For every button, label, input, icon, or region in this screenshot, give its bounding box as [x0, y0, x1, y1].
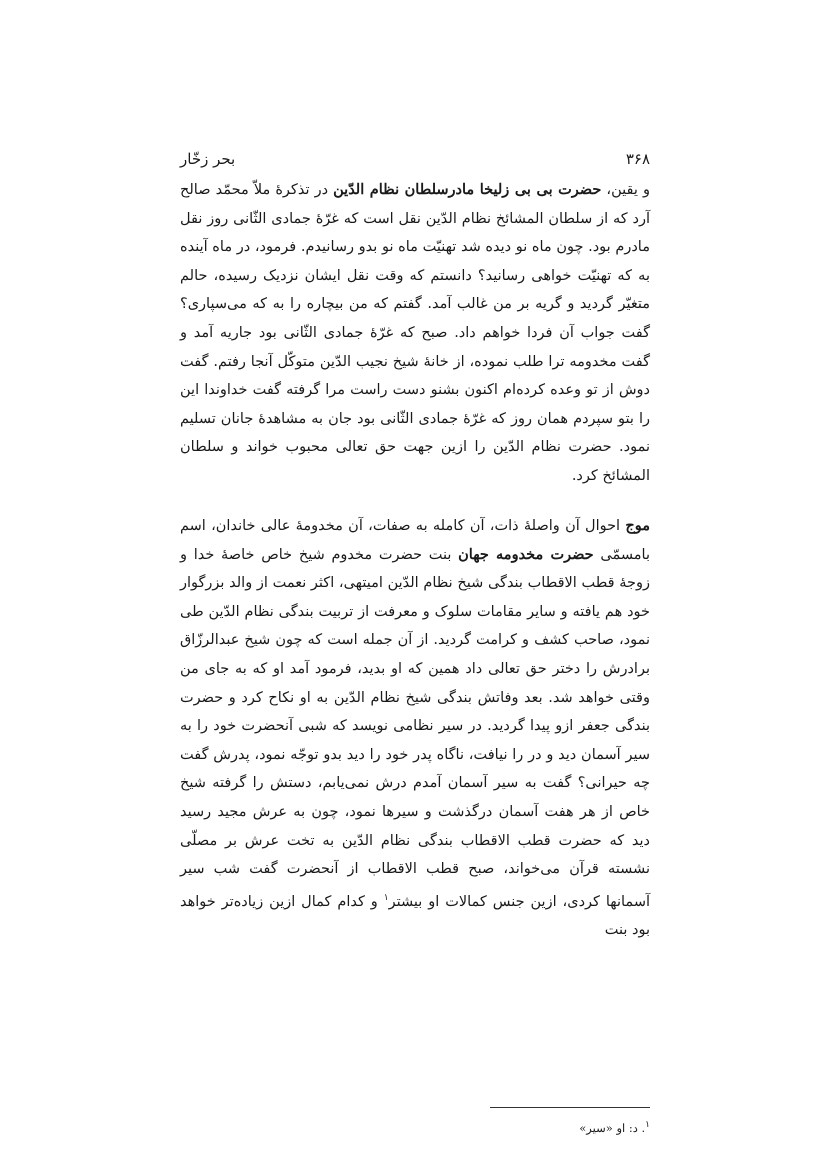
footnote-text: . د: او «سیر»	[579, 1120, 646, 1135]
page-number: ۳۶۸	[625, 150, 650, 168]
footnote-marker: ۱	[383, 892, 389, 903]
running-title: بحر زخّار	[180, 150, 236, 168]
lead-word-mawj: موج	[625, 517, 650, 534]
bold-name-zulaikha: حضرت بی بی زلیخا مادرسلطان نظام الدّین	[333, 181, 602, 198]
paragraph-1	[180, 176, 650, 491]
paragraph-2-text-a: بنت حضرت مخدوم شیخ خاص خاصهٔ خدا و زوجهٔ قطب الاقطاب بندگی شیخ نظام الدّین امیتهی، اکثر نعمت از والد بزرگوار خود هم یافته و سایر مقامات سلوک و معرفت از تربیت بندگی نظام الدّین طی نمود، صاحب کشف و کرامت گردید. از آن جمله است که چون شیخ عبدالرزّاق برادرش را دختر حق تعالی داد همین که او بدید، فرمود آمد او که به جای من وقتی خواهد شد. بعد وفاتش بندگی شیخ نظام الدّین به او نکاح کرد و حضرت بندگی جعفر ازو پیدا گردید. در سیر نظامی نویسد که شبی آنحضرت خود را به سیر آسمان دید و در را نیافت، ناگاه پدر خود را دید بدو توجّه نمود، پدرش گفت چه حیرانی؟ گفت به سیر آسمان آمدم درش نمی‌یابم، دستش را گرفته شیخ خاص از هر هفت آسمان درگذشت و سیرها نمود، چون به عرش مجید رسید دید که حضرت قطب الاقطاب بندگی نظام الدّین به تخت عرش بر مصلّی نشسته قرآن می‌خواند، صبح قطب الاقطاب از آنحضرت گفت شب سیر آسمانها کردی، ازین جنس کمالات او بیشتر	[180, 546, 650, 910]
footnote	[440, 1115, 650, 1138]
paragraph-1-lead: و یقین،	[601, 182, 650, 198]
paragraph-2	[180, 512, 650, 945]
paragraph-2-intro: احوال آن واصلهٔ ذات، آن کامله به صفات، آن مخدومهٔ عالی خاندان، اسم بامسمّی	[180, 518, 650, 563]
footnote-number: ۱	[645, 1120, 650, 1130]
paragraph-1-text: در تذکرهٔ ملاّ محمّد صالح آرد که از سلطان المشائخ نظام الدّین نقل است که غرّهٔ جمادی الثّانی روز نقل مادرم بود. چون ماه نو دیده شد تهنیّت ماه نو بدو رسانیدم. فرمود، در ماه آینده به که تهنیّت خواهی رسانید؟ دانستم که وقت نقل ایشان نزدیک رسیده، حالم متغیّر گردید و گریه بر من غالب آمد. گفتم که من بیچاره را به که می‌سپاری؟ گفت جواب آن فردا خواهم داد. صبح که غرّهٔ جمادی الثّانی بود جاریه آمد و گفت مخدومه ترا طلب نموده، از خانهٔ شیخ نجیب الدّین متوکّل آنجا رفتم. گفت دوش از تو وعده کرده‌ام اکنون بشنو دست راست مرا گرفته گفت خداوندا این را بتو سپردم همان روز که غرّهٔ جمادی الثّانی بود جان به مشاهدهٔ جانان تسلیم نمود. حضرت نظام الدّین را ازین جهت حق تعالی محبوب خواند و سلطان المشائخ کرد.	[180, 182, 651, 484]
paragraph-2-text-b: و کدام کمال ازین زیاده‌تر خواهد بود بنت	[180, 893, 650, 939]
page-header	[180, 146, 650, 174]
footnote-divider	[490, 1107, 650, 1108]
bold-name-makhdooma: حضرت مخدومه جهان	[458, 545, 594, 563]
